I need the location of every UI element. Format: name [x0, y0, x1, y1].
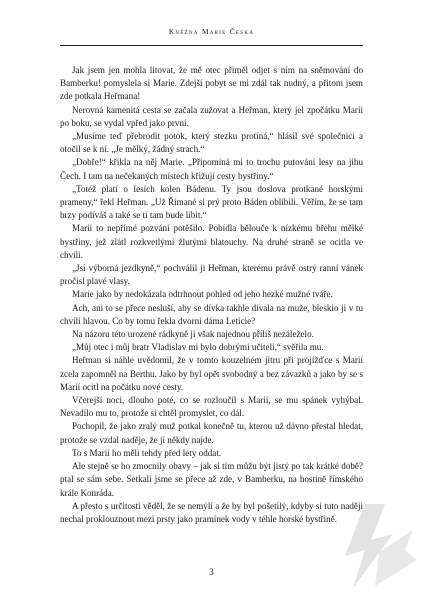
paragraph: „Totéž platí o lesích kolen Bádenu. Ty jsou doslova protkané horskými prameny,“ řekl Heřman. „Už Římané si prý proto Báden oblíbili. Věřím, že se tam brzy podíváš a také se ti tam bude líbit.“ [60, 183, 363, 221]
body-text [60, 64, 363, 526]
paragraph: „Můj otec i můj bratr Vladislav mi bylo dobrými učiteli,“ svěřila mu. [72, 342, 324, 353]
paragraph: „Dobře!“ křikla na něj Marie. „Připomíná mi to trochu putování lesy na jihu Čech. I tam na nečekaných místech křižují cesty bystřiny.“ [60, 157, 363, 181]
running-head: Kněžna Marie Česká [168, 27, 255, 36]
paragraph: Marie jako by nedokázala odtrhnout pohled od jeho hezké mužné tváře. [72, 289, 333, 300]
paragraph: Pochopil, že jako zralý muž potkal konečně tu, kterou už dávno přestal hledat, protože se vzdal naděje, že ji někdy najde. [60, 421, 363, 445]
header-rule [60, 45, 363, 46]
paragraph: Ach, ani to se přece nesluší, aby se dívka takhle dívala na muže, bleskio ji v tu chvíli hlavou. Co by tomu řekla dvorní dáma Leticie? [60, 302, 363, 326]
page-number: 3 [209, 567, 214, 577]
paragraph: A přesto s určitostí věděl, že se nemýlí a že by byl pošetilý, kdyby si tuto naději nechal proklouznout mezi prsty jako pramínek vody v téhle horské bystřině. [60, 500, 363, 524]
paragraph: Nerovná kamenitá cesta se začala zužovat a Heřman, který jel zpočátku Marii po boku, se vydal vpřed jako první. [60, 104, 363, 128]
paragraph: To s Marií ho měli tehdy před lety oddat. [72, 447, 222, 458]
paragraph: Včerejší noci, dlouho poté, co se rozloučil s Marií, se mu spánek vyhýbal. Nevadilo mu to, protože si chtěl promyslet, co dál. [60, 395, 363, 419]
paragraph: Ale stejně se ho zmocnily obavy – jak si tím můžu být jistý po tak krátké době? ptal se sám sebe. Setkali jsme se přece až zde, v Bamberku, na hostině římského krále Konráda. [60, 461, 363, 498]
paragraph: Heřman si náhle uvědomil, že v tomto kouzelném jitru při projížďce s Marií zcela zapomněl na Berthu. Jako by byl opět svobodný a bez závazků a jako by se s Marií ocitl na počátku nové cesty. [60, 355, 363, 392]
paragraph: Na názoru této urozené rádkyně jí však najednou příliš nezáleželo. [72, 329, 314, 340]
paragraph: Jak jsem jen mohla litovat, že mě otec přiměl odjet s ním na sněmování do Bamberku! pomyslela si Marie. Zdejší pobyt se mi zdál tak nudný, a přitom jsem zde potkala Heřmana! [60, 65, 363, 102]
paragraph: „Musíme teď přebrodit potok, který stezku protíná,“ hlásil své společnici a otočil se k ní. „Je mělký, žádný strach.“ [60, 131, 363, 155]
publisher-logo-watermark [335, 500, 417, 592]
paragraph: „Jsi výborná jezdkyně,“ pochválil ji Heřman, kterému právě ostrý ranní vánek pročísl plavé vlasy. [60, 263, 363, 287]
paragraph: Marii to nepřímé pozvání potěšilo. Pobídla bělouče k nízkému břehu mělké bystřiny, jež zlátl rozkvetlými žlutými blatouchy. Na druhé straně se ocitla ve chvíli. [60, 223, 363, 260]
